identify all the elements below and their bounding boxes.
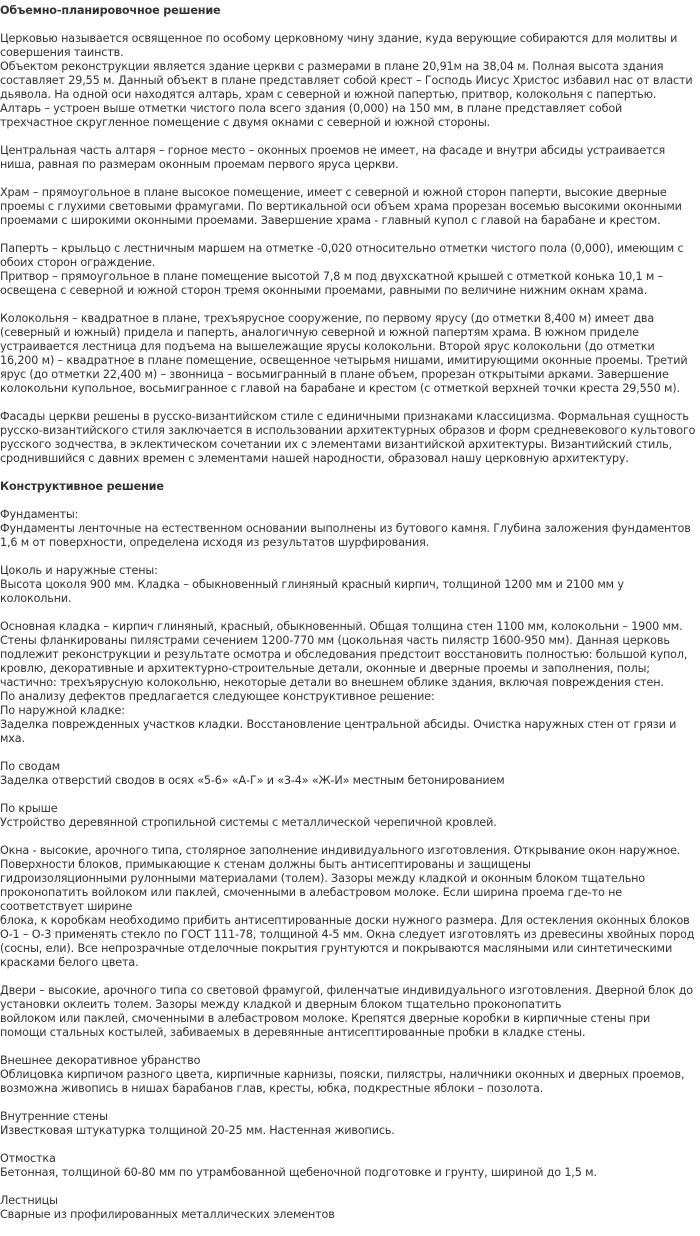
text-windows-1: Окна - высокие, арочного типа, столярное заполнение индивидуального изготовления. Открывание окон наружное. [0, 844, 681, 857]
text-foundations: Фундаменты ленточные на естественном основании выполнены из бутового камня. Глубина заложения фундаментов 1,6 м от поверхности, определена исходя из результатов шурфирования. [0, 522, 691, 549]
text-narthex: Притвор – прямоугольное в плане помещение высотой 7,8 м под двухскатной крышей с отметкой конька 10,1 м – освещена с северной и южной сторон тремя оконными проемами, равными по величине нижним окнам храма. [0, 270, 664, 297]
label-stairs: Лестницы [0, 1194, 58, 1207]
label-walls: Цоколь и наружные стены: [0, 564, 158, 577]
paragraph-decor [0, 1054, 696, 1096]
text-masonry: Основная кладка – кирпич глиняный, красный, обыкновенный. Общая толщина стен 1100 мм, колокольни – 1900 мм. Стены фланкированы пилястрами сечением 1200-770 мм (цокольная часть пилястр 1600-950 мм). Данная церковь подлежит реконструкции и результате осмотра и обследования предстоит восстановить полностью: большой купол, кровлю, декоративные и архитектурно-строительные детали, оконные и дверные проемы и заполнения, полы; частично: трехъярусную колокольню, некоторые детали во внешнем облике здания, включая повреждения стен. [0, 620, 688, 689]
label-blind-area: Отмостка [0, 1152, 56, 1165]
text-defects-intro: По анализу дефектов предлагается следующее конструктивное решение: [0, 690, 435, 703]
text-porch: Паперть – крыльцо с лестничным маршем на отметке -0,020 относительно отметки чистого пола (0,000), имеющим с обоих сторон ограждение. [0, 242, 684, 269]
paragraph-bell-tower: Колокольня – квадратное в плане, трехъярусное сооружение, по первому ярусу (до отметки 8,400 м) имеет два (северный и южный) придела и паперть, аналогичную северной и южной папертям храма. В южном приделе устраивается лестница для подъема на вышележащие ярусы колокольни. Второй ярус колокольни (до отметки 16,200 м) – квадратное в плане помещение, освещенное четырьмя нишами, имитирующими оконные проемы. Третий ярус (до отметки 22,400 м) – звонница – восьмигранный в плане объем, прорезан открытыми арками. Завершение колокольни купольное, восьмигранное с главой на барабане и крестом (с отметкой верхней точки креста 29,550 м). [0, 312, 688, 395]
paragraph-walls [0, 564, 696, 606]
text-windows-4: блока, к коробкам необходимо прибить антисептированные доски нужного размера. Для остекления оконных блоков О-1 – О-3 применять стекло по ГОСТ 111-78, толщиной 4-5 мм. Окна следует изготовлять из древесины хвойных пород (сосны, ели). Все непрозрачные отделочные покрытия грунтуются и покрываются масляными или синтетическими красками белого цвета. [0, 914, 695, 969]
label-roof: По крыше [0, 802, 58, 815]
paragraph-temple: Храм – прямоугольное в плане высокое помещение, имеет с северной и южной сторон паперти, высокие дверные проемы с глухими световыми фрамугами. По вертикальной оси объем храма прорезан восемью высокими оконными проемами с широкими оконными проемами. Завершение храма - главный купол с главой на барабане и крестом. [0, 186, 682, 227]
text-windows-2: Поверхности блоков, примыкающие к стенам должны быть антисептированы и защищены [0, 858, 531, 871]
text-roof: Устройство деревянной стропильной системы с металлической черепичной кровлей. [0, 816, 497, 829]
paragraph-altar-center: Центральная часть алтаря – горное место – оконных проемов не имеет, на фасаде и внутри абсиды устраивается ниша, равная по размерам оконным проемам первого яруса церкви. [0, 144, 666, 171]
text-outer-masonry: Заделка поврежденных участков кладки. Восстановление центральной абсиды. Очистка наружных стен от грязи и мха. [0, 718, 677, 745]
paragraph-porch [0, 242, 696, 298]
text-walls: Высота цоколя 900 мм. Кладка – обыкновенный глиняный красный кирпич, толщиной 1200 мм и 2100 мм у колокольни. [0, 578, 624, 605]
text-stairs: Сварные из профилированных металлических элементов [0, 1208, 335, 1221]
label-outer-masonry: По наружной кладке: [0, 704, 125, 717]
paragraph-vaults [0, 760, 696, 788]
paragraph-windows [0, 844, 696, 970]
paragraph-blind-area [0, 1152, 696, 1180]
text-decor: Облицовка кирпичом разного цвета, кирпичные карнизы, пояски, пилястры, наличники оконных и дверных проемов, возможна живопись в нишах барабанов глав, кресты, юбка, подкрестные яблоки – позолота. [0, 1068, 685, 1095]
label-vaults: По сводам [0, 760, 61, 773]
text-church-definition: Церковью называется освященное по особому церковному чину здание, куда верующие собираются для молитвы и совершения таинств. [0, 32, 678, 59]
text-blind-area: Бетонная, толщиной 60-80 мм по утрамбованной щебеночной подготовке и грунту, шириной до 1,5 м. [0, 1166, 597, 1179]
paragraph-inner-walls [0, 1110, 696, 1138]
paragraph-facades: Фасады церкви решены в русско-византийском стиле с единичными признаками классицизма. Формальная сущность русско-византийского стиля заключается в использовании архитектурных образов и форм средневекового культового русского зодчества, в эклектическом сочетании их с элементами византийской архитектуры. Византийский стиль, сроднившийся с давних времен с элементами нашей народности, образовал нашу церковную архитектуру. [0, 410, 696, 465]
text-windows-3: гидроизоляционными рулонными материалами (толем). Зазоры между кладкой и оконным блоком тщательно проконопатить войлоком или паклей, смоченными в алебастровом молоке. Если ширина проема где-то не соответствует ширине [0, 872, 645, 913]
paragraph-masonry [0, 620, 696, 746]
document-body [0, 4, 696, 1236]
heading-space-planning: Объемно-планировочное решение [0, 4, 221, 17]
paragraph-doors [0, 984, 696, 1040]
text-inner-walls: Известковая штукатурка толщиной 20-25 мм. Настенная живопись. [0, 1124, 395, 1137]
paragraph-foundations [0, 508, 696, 550]
label-foundations: Фундаменты: [0, 508, 79, 521]
text-vaults: Заделка отверстий сводов в осях «5-6» «А-Г» и «3-4» «Ж-И» местным бетонированием [0, 774, 505, 787]
heading-structural: Конструктивное решение [0, 480, 164, 493]
label-decor: Внешнее декоративное убранство [0, 1054, 201, 1067]
paragraph-stairs [0, 1194, 696, 1222]
text-reconstruction-object: Объектом реконструкции является здание церкви с размерами в плане 20,91м на 38,04 м. Полная высота здания составляет 29,55 м. Данный объект в плане представляет собой крест – Господь Иисус Христос избавил нас от власти дьявола. На одной оси находятся алтарь, храм с северной и южной папертью, притвор, колокольня с папертью. Алтарь – устроен выше отметки чистого пола всего здания (0,000) на 150 мм, в плане представляет собой трехчастное скругленное помещение с двумя окнами с северной и южной стороны. [0, 60, 693, 129]
text-doors-2: войлоком или паклей, смоченными в алебастровом молоке. Крепятся дверные коробки в кирпичные стены при помощи стальных костылей, забиваемых в деревянные антисептированные пробки в кладке стены. [0, 1012, 651, 1039]
paragraph-church-definition [0, 32, 696, 130]
label-inner-walls: Внутренние стены [0, 1110, 108, 1123]
paragraph-roof [0, 802, 696, 830]
text-doors-1: Двери – высокие, арочного типа со световой фрамугой, филенчатые индивидуального изготовления. Дверной блок до установки оклеить толем. Зазоры между кладкой и дверным блоком тщательно проконопатить [0, 984, 693, 1011]
